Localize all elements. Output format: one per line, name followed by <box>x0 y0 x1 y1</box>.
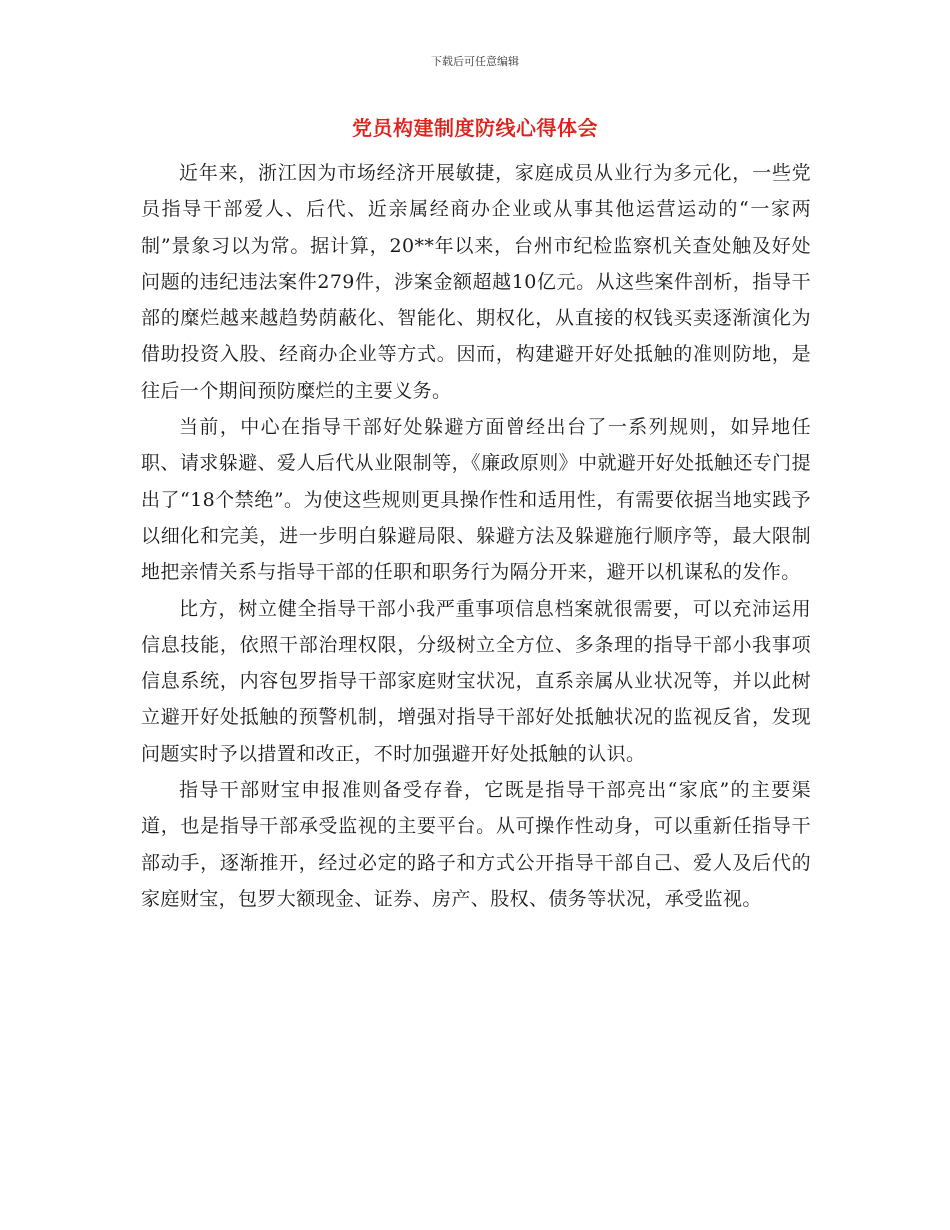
document-title: 党员构建制度防线心得体会 <box>352 116 598 140</box>
download-edit-note: 下载后可任意编辑 <box>431 55 519 68</box>
paragraph-1: 近年来，浙江因为市场经济开展敏捷，家庭成员从业行为多元化，一些党员指导干部爱人、后代、近亲属经商办企业或从事其他运营运动的“一家两制”景象习以为常。据计算，20**年以来，台州市纪检监察机关查处触及好处问题的违纪违法案件279件，涉案金额超越10亿元。从这些案件剖析，指导干部的糜烂越来越趋势荫蔽化、智能化、期权化，从直接的权钱买卖逐渐演化为借助投资入股、经商办企业等方式。因而，构建避开好处抵触的准则防地，是往后一个期间预防糜烂的主要义务。 <box>141 162 811 402</box>
document-body <box>141 155 811 917</box>
paragraph-2: 当前，中心在指导干部好处躲避方面曾经出台了一系列规则，如异地任职、请求躲避、爱人后代从业限制等，《廉政原则》中就避开好处抵触还专门提出了“18个禁绝”。为使这些规则更具操作性和适用性，有需要依据当地实践予以细化和完美，进一步明白躲避局限、躲避方法及躲避施行顺序等，最大限制地把亲情关系与指导干部的任职和职务行为隔分开来，避开以机谋私的发作。 <box>141 416 811 584</box>
paragraph-3: 比方，树立健全指导干部小我严重事项信息档案就很需要，可以充沛运用信息技能，依照干部治理权限，分级树立全方位、多条理的指导干部小我事项信息系统，内容包罗指导干部家庭财宝状况，直系亲属从业状况等，并以此树立避开好处抵触的预警机制，增强对指导干部好处抵触状况的监视反省，发现问题实时予以措置和改正，不时加强避开好处抵触的认识。 <box>141 597 811 765</box>
paragraph-4: 指导干部财宝申报准则备受存眷，它既是指导干部亮出“家底”的主要渠道，也是指导干部承受监视的主要平台。从可操作性动身，可以重新任指导干部动手，逐渐推开，经过必定的路子和方式公开指导干部自己、爱人及后代的家庭财宝，包罗大额现金、证券、房产、股权、债务等状况，承受监视。 <box>141 779 811 910</box>
